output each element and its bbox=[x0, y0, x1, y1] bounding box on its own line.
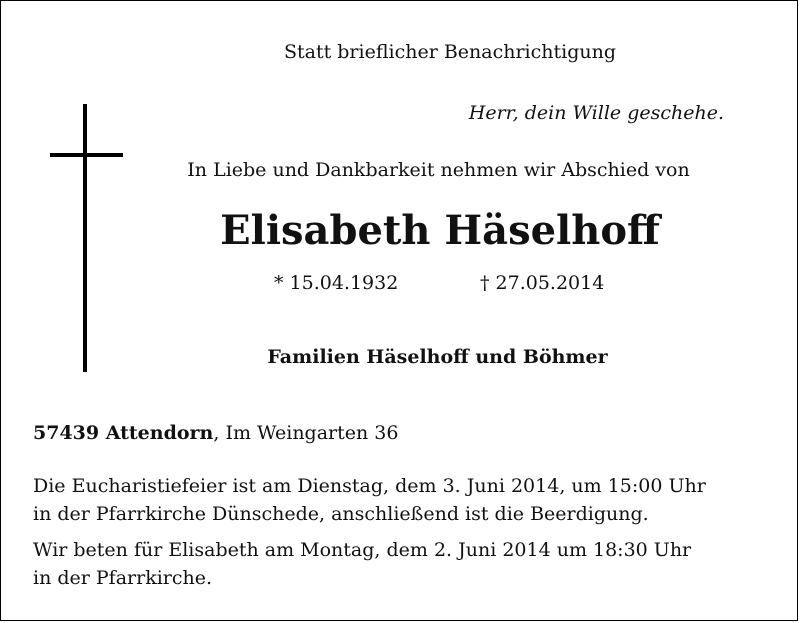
prayer-line: in der Pfarrkirche. bbox=[33, 567, 213, 589]
intro-line: Statt brieflicher Benachrichtigung bbox=[283, 41, 617, 63]
birth-date: * 15.04.1932 bbox=[274, 272, 399, 294]
death-date: † 27.05.2014 bbox=[480, 272, 605, 294]
service-info bbox=[33, 472, 706, 528]
address-city: 57439 Attendorn bbox=[33, 422, 214, 444]
prayer-info bbox=[33, 536, 691, 592]
family-names: Familien Häselhoff und Böhmer bbox=[267, 346, 608, 368]
address-street: , Im Weingarten 36 bbox=[213, 422, 399, 444]
service-line: Die Eucharistiefeier ist am Dienstag, dem 3. Juni 2014, um 15:00 Uhr bbox=[33, 475, 706, 497]
prayer-line: Wir beten für Elisabeth am Montag, dem 2. Juni 2014 um 18:30 Uhr bbox=[33, 539, 692, 561]
address bbox=[33, 422, 398, 444]
service-line: in der Pfarrkirche Dünschede, anschließend ist die Beerdigung. bbox=[33, 503, 649, 525]
lead-line: In Liebe und Dankbarkeit nehmen wir Abschied von bbox=[187, 159, 690, 181]
deceased-name: Elisabeth Häselhoff bbox=[220, 207, 660, 254]
motto-line: Herr, dein Wille geschehe. bbox=[468, 102, 724, 124]
